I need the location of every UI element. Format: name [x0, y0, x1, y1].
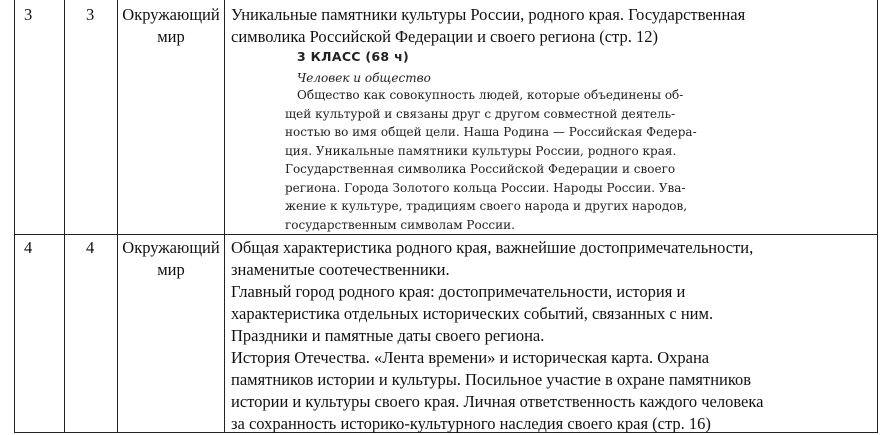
- subject-line: мир: [157, 260, 185, 279]
- content-line: Праздники и памятные даты своего региона.: [231, 326, 545, 345]
- row-number: 4: [24, 238, 33, 257]
- content-line: Главный город родного края: достопримечательности, история и: [231, 282, 686, 301]
- excerpt-line: региона. Города Золотого кольца России. Народы России. Ува-: [285, 180, 686, 195]
- table-border-right: [877, 0, 878, 433]
- content-line: знаменитые соотечественники.: [231, 260, 450, 279]
- subject-cell: [118, 4, 224, 48]
- excerpt-line: Государственная символика Российской Федерации и своего: [285, 162, 676, 176]
- content-line: История Отечества. «Лента времени» и историческая карта. Охрана: [231, 348, 710, 367]
- table-border-left: [14, 0, 15, 433]
- content-line: памятников истории и культуры. Посильное участие в охране памятников: [231, 370, 752, 389]
- subject-cell: [118, 237, 224, 281]
- subject-line: Окружающий: [122, 238, 220, 257]
- table-border-col1: [64, 0, 65, 433]
- content-cell: [231, 4, 745, 48]
- row-number: 3: [24, 5, 33, 24]
- content-line: Общая характеристика родного края, важнейшие достопримечательности,: [231, 238, 754, 257]
- excerpt-topic: Человек и общество: [297, 71, 431, 85]
- subject-line: Окружающий: [122, 5, 220, 24]
- excerpt-line: ностью во имя общей цели. Наша Родина — Российская Федера-: [285, 125, 697, 139]
- excerpt-line: государственным символам России.: [285, 217, 515, 232]
- lesson-number: 3: [86, 5, 95, 24]
- excerpt-line: щей культурой и связаны друг с другом совместной деятель-: [285, 106, 676, 121]
- content-line: истории и культуры своего края. Личная ответственность каждого человека: [231, 392, 764, 411]
- content-line: за сохранность историко-культурного наследия своего края (стр. 16): [231, 414, 711, 433]
- content-line: Уникальные памятники культуры России, родного края. Государственная: [231, 5, 746, 24]
- excerpt-line: жение к культуре, традициям своего народа и других народов,: [285, 199, 688, 213]
- excerpt-grade-heading: 3 КЛАСС (68 ч): [297, 49, 409, 64]
- content-line: характеристика отдельных исторических событий, связанных с ним.: [231, 304, 714, 323]
- content-line: символика Российской Федерации и своего региона (стр. 12): [231, 27, 658, 46]
- excerpt-line: Общество как совокупность людей, которые объединены об-: [297, 88, 684, 102]
- lesson-number: 4: [86, 238, 95, 257]
- content-cell: [231, 237, 763, 435]
- subject-line: мир: [157, 27, 185, 46]
- textbook-excerpt: [285, 46, 697, 234]
- table-border-col3: [224, 0, 225, 433]
- table-border-col2: [117, 0, 118, 433]
- excerpt-line: ция. Уникальные памятники культуры России, родного края.: [285, 143, 677, 158]
- row-divider: [14, 234, 878, 235]
